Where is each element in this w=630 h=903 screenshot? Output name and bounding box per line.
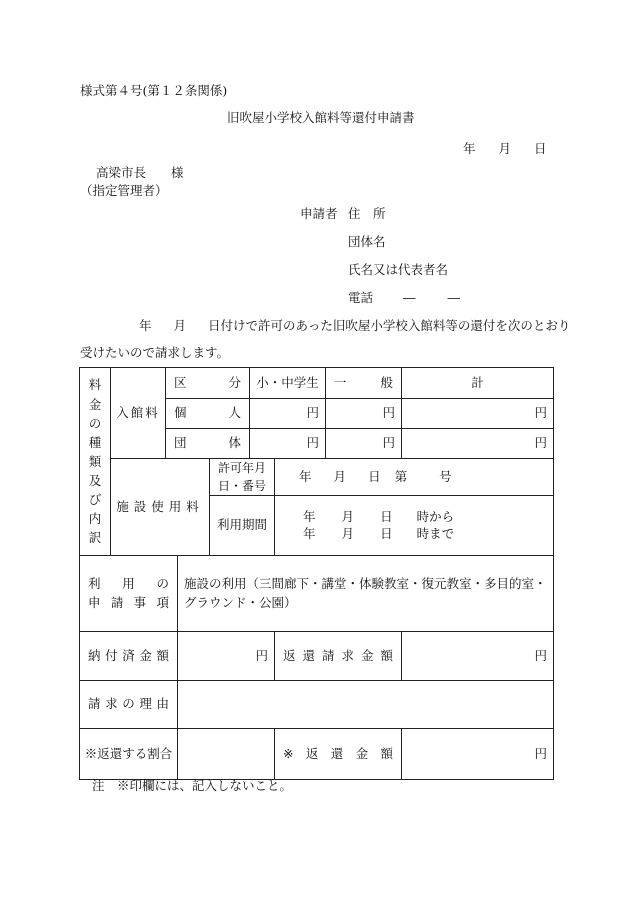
reason-label: 請 求 の 理 由 (80, 681, 178, 729)
facility-fee-label: 施設使用料 (111, 459, 210, 556)
applicant-phone-label: 電話 ― ― (348, 290, 461, 305)
refund-ratio-field[interactable] (178, 729, 275, 780)
manager-label: （指定管理者） (80, 183, 168, 198)
date-line: 年 月 日 (463, 141, 547, 156)
group-general-yen[interactable]: 円 (326, 429, 402, 459)
individual-general-yen[interactable]: 円 (326, 399, 402, 429)
usage-request-label: 利 用 の 申 請 事 項 (80, 556, 178, 632)
paid-amount-label: 納 付 済 金 額 (80, 632, 178, 681)
total-header: 計 (402, 368, 554, 399)
individual-total-yen[interactable]: 円 (402, 399, 554, 429)
fee-type-side-label: 料 金 の 種 類 及 び 内 訳 (80, 368, 111, 556)
applicant-address-label: 住 所 (348, 206, 386, 221)
students-header: 小・中学生 (250, 368, 326, 399)
request-line-2: 受けたいので請求します。 (80, 345, 230, 360)
applicant-name-label: 氏名又は代表者名 (348, 262, 449, 277)
group-students-yen[interactable]: 円 (250, 429, 326, 459)
refund-form-table (79, 367, 554, 780)
general-header: 一 般 (326, 368, 402, 399)
form-title: 旧吹屋小学校入館料等還付申請書 (227, 110, 415, 125)
category-header: 区 分 (166, 368, 250, 399)
individual-students-yen[interactable]: 円 (250, 399, 326, 429)
refund-ratio-label: ※返還する割合 (80, 729, 178, 780)
paid-amount-field[interactable]: 円 (178, 632, 275, 681)
usage-request-field[interactable]: 施設の利用（三間廊下・講堂・体験教室・復元教室・多目的室・グラウンド・公園） (178, 556, 554, 632)
row-group-label: 団 体 (166, 429, 250, 459)
applicant-label: 申請者 (300, 206, 338, 221)
group-total-yen[interactable]: 円 (402, 429, 554, 459)
permit-date-number-field[interactable]: 年 月 日 第 号 (275, 459, 554, 496)
applicant-group-label: 団体名 (348, 234, 386, 249)
request-line-1: 年 月 日付けで許可のあった旧吹屋小学校入館料等の還付を次のとおり (139, 318, 571, 333)
addressee: 高梁市長 様 (96, 165, 184, 180)
permit-date-number-label: 許可年月日・番号 (210, 459, 275, 496)
refund-request-label: 返 還 請 求 金 額 (275, 632, 402, 681)
footnote: 注 ※印欄には、記入しないこと。 (92, 778, 293, 793)
usage-period-label: 利用期間 (210, 496, 275, 556)
form-number: 様式第４号(第１２条関係) (80, 83, 228, 98)
row-individual-label: 個 人 (166, 399, 250, 429)
usage-period-field[interactable]: 年 月 日 時から 年 月 日 時まで (275, 496, 554, 556)
refund-amount-label: ※ 返 還 金 額 (275, 729, 402, 780)
refund-amount-field[interactable]: 円 (402, 729, 554, 780)
refund-request-field[interactable]: 円 (402, 632, 554, 681)
admission-fee-label: 入館料 (111, 368, 166, 459)
reason-field[interactable] (178, 681, 554, 729)
